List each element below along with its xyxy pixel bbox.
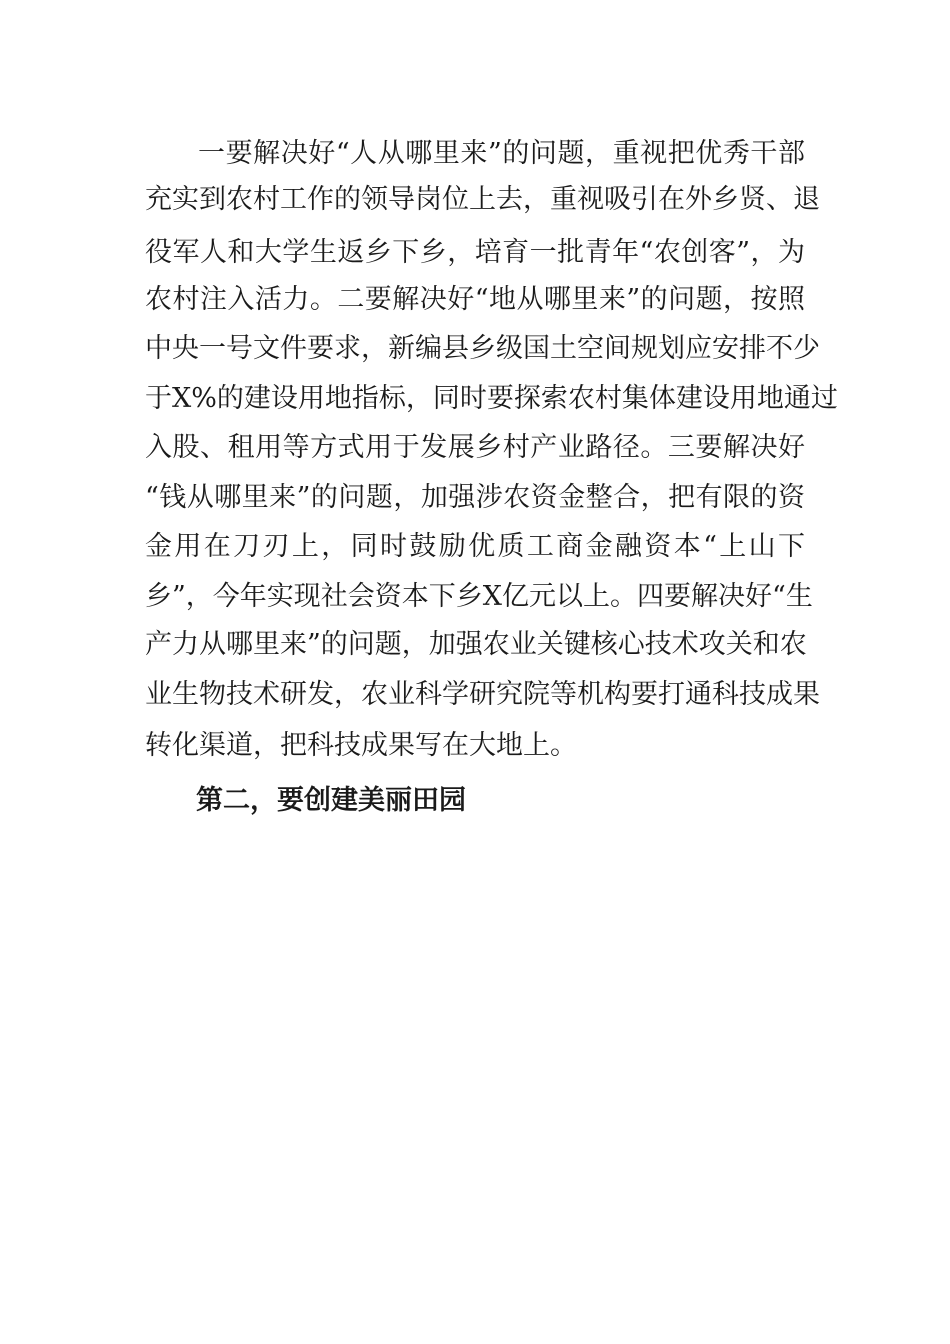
paragraph-line: 一要解决好“人从哪里来”的问题，重视把优秀干部: [198, 138, 805, 169]
paragraph-line: 业生物技术研发，农业科学研究院等机构要打通科技成果: [145, 679, 820, 710]
paragraph-line: 中央一号文件要求，新编县乡级国土空间规划应安排不少: [145, 333, 820, 364]
paragraph-line: “钱从哪里来”的问题，加强涉农资金整合，把有限的资: [145, 482, 805, 513]
paragraph-line: 充实到农村工作的领导岗位上去，重视吸引在外乡贤、退: [145, 184, 820, 215]
paragraph-line: 乡”，今年实现社会资本下乡X亿元以上。四要解决好“生: [145, 581, 813, 612]
paragraph-line: 产力从哪里来”的问题，加强农业关键核心技术攻关和农: [145, 629, 807, 660]
paragraph-line: 金用在刀刃上，同时鼓励优质工商金融资本“上山下: [145, 531, 805, 562]
paragraph-line: 转化渠道，把科技成果写在大地上。: [145, 730, 577, 761]
paragraph-line: 入股、租用等方式用于发展乡村产业路径。三要解决好: [145, 432, 805, 463]
section-heading: 第二，要创建美丽田园: [196, 785, 466, 816]
paragraph-line: 农村注入活力。二要解决好“地从哪里来”的问题，按照: [145, 284, 805, 315]
paragraph-line: 于X%的建设用地指标，同时要探索农村集体建设用地通过: [145, 383, 838, 414]
paragraph-line: 役军人和大学生返乡下乡，培育一批青年“农创客”，为: [145, 237, 805, 268]
